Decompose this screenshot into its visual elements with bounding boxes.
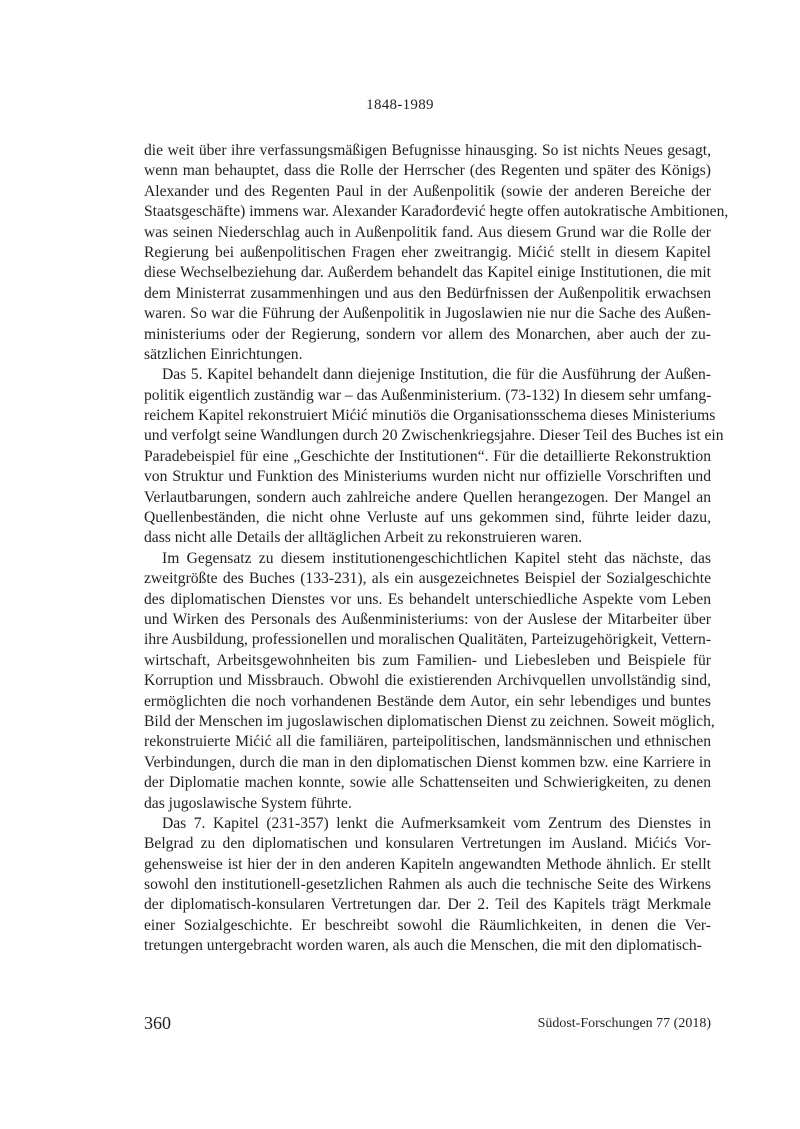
text-line: Regierung bei außenpolitischen Fragen eher zweitrangig. Mićić stellt in diesem Kapitel [144, 243, 711, 261]
text-line: der diplomatisch-konsularen Vertretungen dar. Der 2. Teil des Kapitels trägt Merkmale [144, 896, 711, 914]
text-line: und Wirken des Personals des Außenministeriums: von der Auslese der Mitarbeiter über [144, 610, 711, 628]
text-line: Bild der Menschen im jugoslawischen diplomatischen Dienst zu zeichnen. Soweit möglich, [144, 712, 715, 730]
text-line: Verlautbarungen, sondern auch zahlreiche andere Quellen herangezogen. Der Mangel an [144, 488, 711, 506]
text-line: und verfolgt seine Wandlungen durch 20 Zwischenkriegsjahre. Dieser Teil des Buches ist ein [144, 427, 724, 445]
text-line: Im Gegensatz zu diesem institutionengeschichtlichen Kapitel steht das nächste, das [162, 549, 711, 567]
text-line: einer Sozialgeschichte. Er beschreibt sowohl die Räumlichkeiten, in denen die Ver- [144, 916, 711, 934]
paragraph [144, 141, 729, 365]
text-line: die weit über ihre verfassungsmäßigen Befugnisse hinausging. So ist nichts Neues gesagt, [144, 142, 711, 159]
text-line: wirtschaft, Arbeitsgewohnheiten bis zum Familien- und Liebesleben und Beispiele für [144, 651, 711, 669]
page-number: 360 [144, 1013, 171, 1033]
running-head: 1848-1989 [366, 97, 434, 113]
text-line: Alexander und des Regenten Paul in der Außenpolitik (sowie der anderen Bereiche der [144, 182, 711, 200]
text-line: Quellenbeständen, die nicht ohne Verluste auf uns gekommen sind, führte leider dazu, [144, 509, 711, 527]
text-line: dass nicht alle Details der alltäglichen Arbeit zu rekonstruieren waren. [144, 529, 583, 547]
text-line: rekonstruierte Mićić all die familiären, parteipolitischen, landsmännischen und ethnischen [144, 733, 711, 751]
journal-reference: Südost-Forschungen 77 (2018) [537, 1016, 711, 1031]
text-line: Belgrad zu den diplomatischen und konsularen Vertretungen im Ausland. Mićićs Vor- [144, 835, 711, 853]
paragraph [144, 365, 724, 549]
text-line: Verbindungen, durch die man in den diplomatischen Dienst kommen bzw. eine Karriere in [144, 753, 711, 771]
text-line: von Struktur und Funktion des Ministeriums wurden nicht nur offizielle Vorschriften und [144, 468, 711, 486]
text-line: Staatsgeschäfte) immens war. Alexander Karađorđević hegte offen autokratische Ambitionen, [144, 203, 729, 221]
text-line: zweitgrößte des Buches (133-231), als ein ausgezeichnetes Beispiel der Sozialgeschichte [144, 570, 711, 588]
text-line: politik eigentlich zuständig war – das Außenministerium. (73-132) In diesem sehr umfang- [144, 386, 712, 404]
text-line: wenn man behauptet, dass die Rolle der Herrscher (des Regenten und später des Königs) [144, 162, 711, 180]
text-line: Korruption und Missbrauch. Obwohl die existierenden Archivquellen unvollständig sind, [144, 672, 711, 690]
text-line: sätzlichen Einrichtungen. [144, 345, 303, 363]
paragraph [144, 549, 715, 814]
text-line: des diplomatischen Dienstes vor uns. Es behandelt unterschiedliche Aspekte vom Leben [144, 590, 711, 608]
paragraph [144, 814, 711, 957]
text-line: ihre Ausbildung, professionellen und moralischen Qualitäten, Parteizugehörigkeit, Vettern- [144, 631, 712, 649]
page-footer [144, 1013, 711, 1037]
body-text [144, 141, 729, 957]
text-line: tretungen untergebracht worden waren, als auch die Menschen, die mit den diplomatisch- [144, 937, 702, 955]
text-line: ministeriums oder der Regierung, sondern vor allem des Monarchen, aber auch der zu- [144, 325, 711, 343]
text-line: dem Ministerrat zusammenhingen und aus den Bedürfnissen der Außenpolitik erwachsen [144, 284, 711, 302]
text-line: das jugoslawische System führte. [144, 794, 352, 812]
text-line: Das 5. Kapitel behandelt dann diejenige Institution, die für die Ausführung der Außen- [162, 366, 711, 384]
text-line: waren. So war die Führung der Außenpolitik in Jugoslawien nie nur die Sache des Außen- [144, 305, 711, 323]
text-line: Das 7. Kapitel (231-357) lenkt die Aufmerksamkeit vom Zentrum des Dienstes in [162, 814, 711, 832]
text-line: sowohl den institutionell-gesetzlichen Rahmen als auch die technische Seite des Wirkens [144, 876, 711, 894]
text-line: der Diplomatie machen konnte, sowie alle Schattenseiten und Schwierigkeiten, zu denen [144, 774, 711, 792]
text-line: diese Wechselbeziehung dar. Außerdem behandelt das Kapitel einige Institutionen, die mit [144, 264, 711, 282]
text-line: was seinen Niederschlag auch in Außenpolitik fand. Aus diesem Grund war die Rolle der [144, 223, 711, 241]
text-line: reichem Kapitel rekonstruiert Mićić minutiös die Organisationsschema dieses Ministeriums [144, 407, 716, 425]
text-line: ermöglichten die noch vorhandenen Bestände dem Autor, ein sehr lebendiges und buntes [144, 692, 711, 710]
text-line: Paradebeispiel für eine „Geschichte der Institutionen“. Für die detaillierte Rekonstruktion [144, 447, 711, 465]
text-line: gehensweise ist hier der in den anderen Kapiteln angewandten Methode ähnlich. Er stellt [144, 855, 711, 873]
